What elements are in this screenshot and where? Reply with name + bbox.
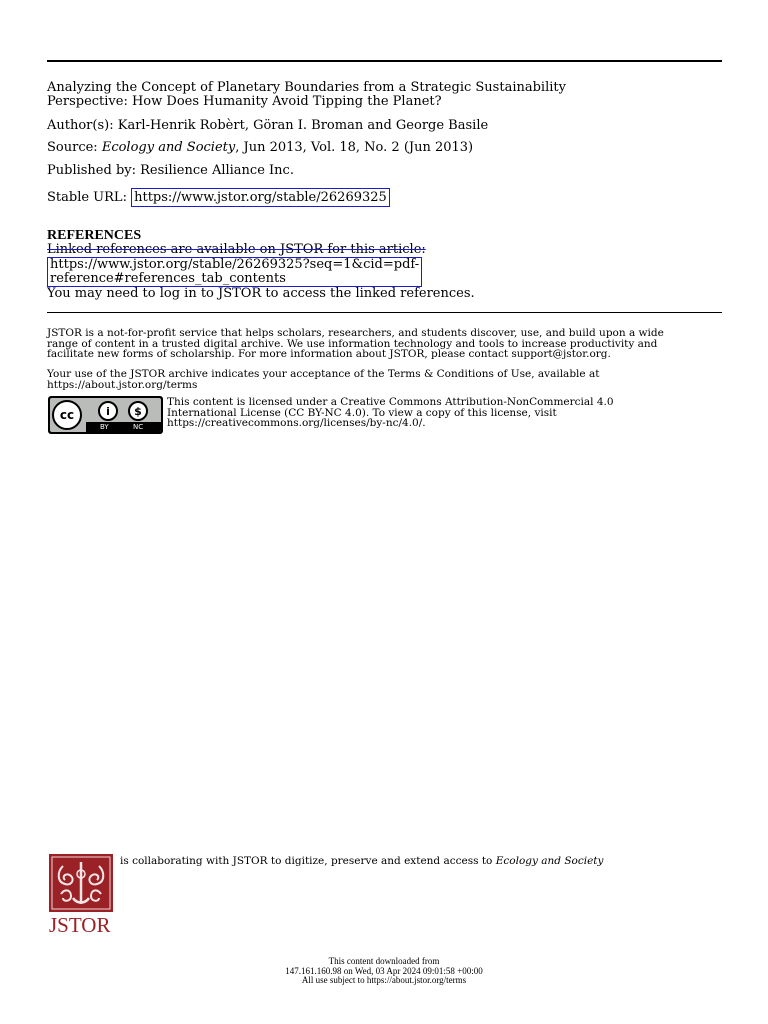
source-details: , Jun 2013, Vol. 18, No. 2 (Jun 2013) <box>235 140 474 155</box>
publisher-name: Resilience Alliance Inc. <box>140 163 294 178</box>
publisher-line <box>47 163 727 179</box>
references-heading: REFERENCES <box>47 228 142 243</box>
noncommercial-icon: $ <box>128 401 148 421</box>
authors-names: Karl-Henrik Robèrt, Göran I. Broman and George Basile <box>117 118 489 133</box>
jstor-emblem-icon <box>49 854 113 912</box>
nc-label: NC <box>133 423 144 431</box>
download-footer: This content downloaded from 147.161.160.98 on Wed, 03 Apr 2024 09:01:58 +00:00 All use subject to https://about.jstor.org/terms <box>285 956 483 985</box>
jstor-logo <box>49 854 113 936</box>
references-section <box>47 243 727 301</box>
stable-url-link[interactable]: https://www.jstor.org/stable/26269325 <box>131 188 390 207</box>
cc-icon: cc <box>52 400 82 430</box>
authors-line <box>47 118 727 134</box>
jstor-wordmark: JSTOR <box>49 913 111 937</box>
by-label: BY <box>100 423 109 431</box>
license-notice: This content is licensed under a Creative Commons Attribution-NonCommercial 4.0 International License (CC BY-NC 4.0). To view a copy of this license, visit https://creativecommons.org/licenses/by-nc/4.0/. <box>167 396 614 429</box>
stable-url-label: Stable URL: <box>47 190 127 205</box>
section-divider <box>47 312 722 313</box>
login-note: You may need to log in to JSTOR to access the linked references. <box>47 286 475 301</box>
stable-url-line <box>47 190 727 206</box>
collaboration-statement: is collaborating with JSTOR to digitize, preserve and extend access to Ecology and Society <box>120 855 604 867</box>
jstor-notice: JSTOR is a not-for-profit service that helps scholars, researchers, and students discover, use, and build upon a wide range of content in a trusted digital archive. We use information technology and tools to increase productivity and facilitate new forms of scholarship. For more information about JSTOR, please contact support@jstor.org. <box>47 327 664 360</box>
terms-notice: Your use of the JSTOR archive indicates your acceptance of the Terms & Conditions of Use, available at https://about.jstor.org/terms <box>47 368 600 391</box>
references-available-text: Linked references are available on JSTOR for this article: <box>47 242 426 257</box>
article-title: Analyzing the Concept of Planetary Boundaries from a Strategic Sustainability Perspective: How Does Humanity Avoid Tipping the Planet? <box>47 80 566 109</box>
authors-label: Author(s): <box>47 118 114 133</box>
source-line <box>47 140 727 156</box>
top-rule <box>47 60 722 62</box>
cc-license-badge[interactable] <box>48 396 163 434</box>
journal-name: Ecology and Society <box>101 140 236 155</box>
collaboration-journal: Ecology and Society <box>495 855 604 867</box>
attribution-icon: i <box>98 401 118 421</box>
source-label: Source: <box>47 140 98 155</box>
references-link[interactable]: https://www.jstor.org/stable/26269325?seq=1&cid=pdf- reference#references_tab_contents <box>47 257 422 287</box>
publisher-label: Published by: <box>47 163 136 178</box>
